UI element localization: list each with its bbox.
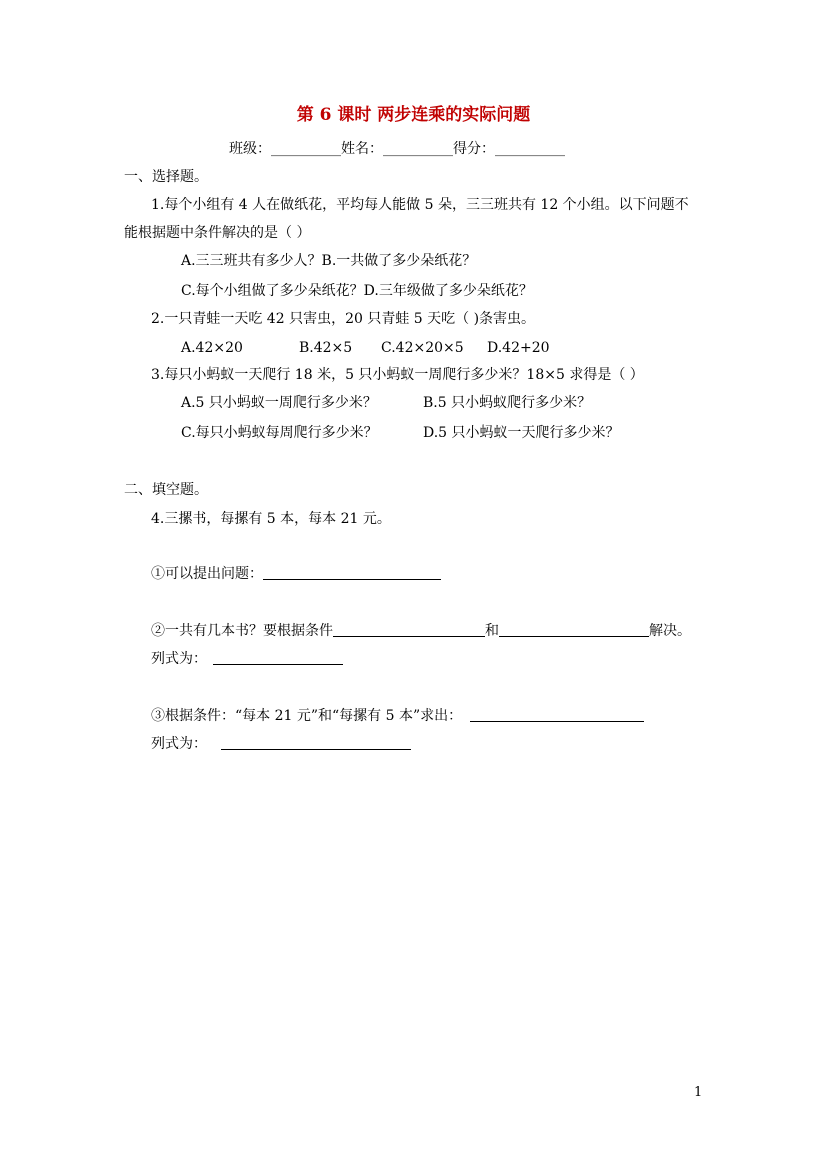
q4-part1: [151, 565, 441, 583]
page-number: 1: [694, 1085, 703, 1100]
q4-part2-formula-blank[interactable]: [213, 650, 343, 665]
q2-option-b: B.42×5: [299, 340, 353, 356]
q3-options-row1: [181, 394, 591, 412]
formula-label: 列式为：: [151, 736, 207, 752]
q2-options: [181, 339, 550, 357]
q4-part3-blank[interactable]: [470, 707, 644, 722]
q3-options-row2: [181, 424, 620, 442]
q4-part2-formula: [151, 650, 343, 668]
q1-stem-line1: 1.每个小组有 4 人在做纸花，平均每人能做 5 朵，三三班共有 12 个小组。以下问题不: [151, 197, 689, 213]
q3-option-a: A.5 只小蚂蚁一周爬行多少米？: [181, 395, 377, 411]
q4-part2-blank-a[interactable]: [333, 622, 485, 637]
class-label: 班级：: [229, 141, 271, 157]
q1-options-line1: A.三三班共有多少人？B.一共做了多少朵纸花？: [181, 253, 477, 269]
q4-part3-formula: [151, 735, 411, 753]
q4-part3-label: ③根据条件：“每本 21 元”和“每摞有 5 本”求出：: [151, 708, 463, 724]
q4-part1-label: ①可以提出问题：: [151, 566, 263, 582]
q3-stem: 3.每只小蚂蚁一天爬行 18 米，5 只小蚂蚁一周爬行多少米？18×5 求得是（ ）: [151, 367, 644, 383]
q2-option-c: C.42×20×5: [381, 340, 464, 356]
score-label: 得分：: [453, 141, 495, 157]
q3-option-c: C.每只小蚂蚁每周爬行多少米？: [181, 425, 378, 441]
q3-option-d: D.5 只小蚂蚁一天爬行多少米？: [423, 425, 620, 441]
name-label: 姓名：: [341, 141, 383, 157]
class-blank[interactable]: __________: [271, 141, 341, 157]
section1-heading: 一、选择题。: [124, 169, 208, 185]
q1-options-line2: C.每个小组做了多少朵纸花？D.三年级做了多少朵纸花？: [181, 283, 533, 299]
q3-option-b: B.5 只小蚂蚁爬行多少米？: [423, 395, 592, 411]
q2-option-d: D.42+20: [487, 340, 550, 356]
q4-stem: 4.三摞书，每摞有 5 本，每本 21 元。: [151, 511, 391, 527]
q4-part1-blank[interactable]: [263, 565, 441, 580]
name-blank[interactable]: __________: [383, 141, 453, 157]
page-title: 第 6 课时 两步连乘的实际问题: [296, 105, 531, 125]
header-line: [229, 140, 565, 158]
q4-part2-label-a: ②一共有几本书？要根据条件: [151, 623, 333, 639]
q2-option-a: A.42×20: [181, 340, 243, 356]
q2-stem: 2.一只青蛙一天吃 42 只害虫，20 只青蛙 5 天吃（ )条害虫。: [151, 311, 536, 327]
formula-label: 列式为：: [151, 651, 207, 667]
q4-part3-formula-blank[interactable]: [221, 735, 411, 750]
q1-stem-line2: 能根据题中条件解决的是（ ）: [124, 225, 311, 241]
score-blank[interactable]: __________: [495, 141, 565, 157]
q4-part2-and: 和: [485, 623, 499, 639]
q4-part2-label-b: 解决。: [649, 623, 691, 639]
q4-part2-blank-b[interactable]: [499, 622, 649, 637]
q4-part3: [151, 707, 644, 725]
q4-part2: [151, 622, 691, 640]
section2-heading: 二、填空题。: [124, 482, 208, 498]
